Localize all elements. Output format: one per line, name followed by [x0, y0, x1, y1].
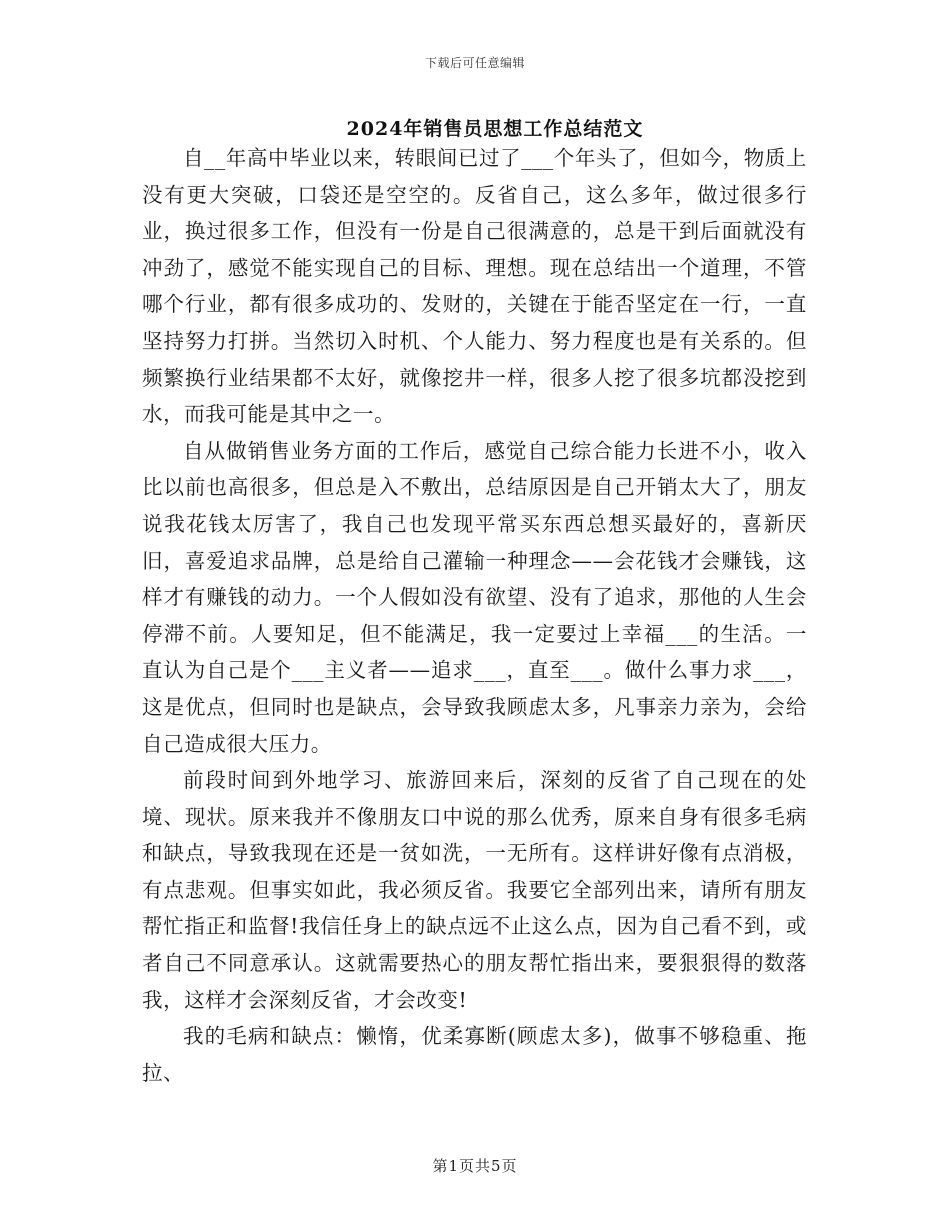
document-body	[142, 140, 807, 1091]
header-note: 下载后可任意编辑	[424, 56, 525, 70]
paragraph-2: 自从做销售业务方面的工作后，感觉自己综合能力长进不小，收入比以前也高很多，但总是入不敷出，总结原因是自己开销太大了，朋友说我花钱太厉害了，我自己也发现平常买东西总想买最好的，喜新厌旧，喜爱追求品牌，总是给自己灌输一种理念——会花钱才会赚钱，这样才有赚钱的动力。一个人假如没有欲望、没有了追求，那他的人生会停滞不前。人要知足，但不能满足，我一定要过上幸福___的生活。一直认为自己是个___主义者——追求___，直至___。做什么事力求___，这是优点，但同时也是缺点，会导致我顾虑太多，凡事亲力亲为，会给自己造成很大压力。	[142, 438, 807, 756]
paragraph-4: 我的毛病和缺点：懒惰，优柔寡断(顾虑太多)，做事不够稳重、拖拉、	[142, 1024, 807, 1085]
document-title: 2024年销售员思想工作总结范文	[346, 118, 644, 140]
page-number-footer: 第1页共5页	[432, 1157, 518, 1175]
paragraph-3: 前段时间到外地学习、旅游回来后，深刻的反省了自己现在的处境、现状。原来我并不像朋友口中说的那么优秀，原来自身有很多毛病和缺点，导致我现在还是一贫如洗，一无所有。这样讲好像有点消极，有点悲观。但事实如此，我必须反省。我要它全部列出来，请所有朋友帮忙指正和监督!我信任身上的缺点远不止这么点，因为自己看不到，或者自己不同意承认。这就需要热心的朋友帮忙指出来，要狠狠得的数落我，这样才会深刻反省，才会改变!	[142, 768, 807, 1012]
paragraph-1: 自__年高中毕业以来，转眼间已过了___个年头了，但如今，物质上没有更大突破，口袋还是空空的。反省自己，这么多年，做过很多行业，换过很多工作，但没有一份是自己很满意的，总是干到后面就没有冲劲了，感觉不能实现自己的目标、理想。现在总结出一个道理，不管哪个行业，都有很多成功的、发财的，关键在于能否坚定在一行，一直坚持努力打拼。当然切入时机、个人能力、努力程度也是有关系的。但频繁换行业结果都不太好，就像挖井一样，很多人挖了很多坑都没挖到水，而我可能是其中之一。	[142, 146, 807, 427]
